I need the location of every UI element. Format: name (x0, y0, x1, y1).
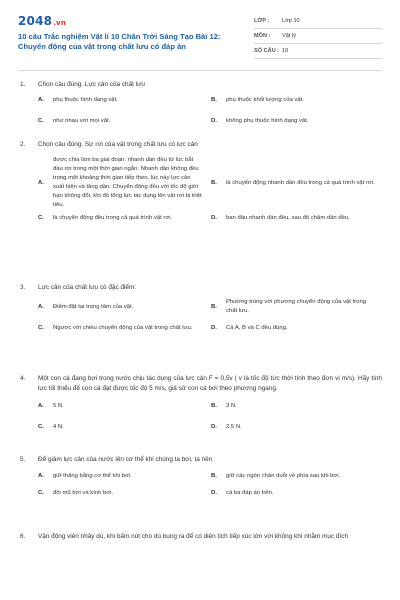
meta-value: Vật lý (282, 33, 296, 39)
question-number: 2. (20, 141, 26, 148)
option-letter: B. (211, 179, 217, 186)
option-text: được chia làm ba giai đoạn: nhanh dần đều từ lúc bắt đầu rơi trong một thời gian ngắn. Nhanh dần không đều trong một khoảng thời gian tiếp theo, lúc này lực cản xuất hiện và tăng dần. Chuyển động đều với tốc độ giới hạn không đổi, khi đó tổng lực tác dụng lên vật rơi bị triệt tiêu. (53, 157, 202, 208)
option-d[interactable] (211, 324, 382, 333)
question-stem (20, 455, 382, 465)
question-stem (20, 374, 382, 394)
option-letter: C. (38, 325, 44, 331)
question-2 (20, 140, 382, 283)
option-letter: B. (211, 473, 217, 479)
question-6 (20, 532, 382, 542)
header-divider (18, 70, 382, 71)
option-letter: A. (38, 403, 44, 409)
options (38, 298, 382, 333)
option-letter: C. (38, 424, 44, 430)
options (38, 402, 382, 432)
option-text: phụ thuộc hình dạng vật. (53, 97, 118, 103)
option-letter: C. (38, 118, 44, 124)
meta-value: Lớp 10 (282, 18, 300, 24)
question-stem (20, 283, 382, 293)
question-stem (20, 532, 382, 542)
option-text: 4 N. (53, 424, 64, 430)
page-title (18, 32, 233, 52)
meta-row-subject (254, 29, 382, 44)
option-text: không phụ thuộc hình dạng vật. (226, 118, 309, 124)
meta-row-count (254, 44, 382, 59)
option-c[interactable] (38, 423, 209, 432)
option-d[interactable] (211, 489, 382, 498)
option-text: 2,5 N. (226, 424, 242, 430)
option-a[interactable] (38, 156, 209, 210)
meta-row-class (254, 14, 382, 29)
option-text: ban đầu nhanh dần đều, sau đó chậm dần đều. (226, 215, 350, 221)
option-letter: A. (38, 473, 44, 479)
option-text: Ngược với chiều chuyển động của vật trong chất lưu. (53, 325, 193, 331)
option-d[interactable] (211, 214, 382, 223)
question-text: Một con cá đang bơi trong nước chịu tác dụng của lực cản F = 0,5v ( v là tốc độ tức thời tính theo đơn vị m/s). Hãy tính lực tối thiểu để con cá đạt được tốc độ 5 m/s, giả sử con cá bơi theo phương ngang. (38, 375, 382, 392)
option-a[interactable] (38, 472, 209, 481)
question-text: Để giảm lực cản của nước lên cơ thể khi chúng ta bơi, ta nên (38, 456, 213, 463)
question-list (20, 80, 382, 542)
meta-key: MÔN : (254, 33, 271, 39)
question-text: Lực cản của chất lưu có đặc điểm: (38, 284, 137, 291)
option-text: đội mũ bơi và kính bơi. (53, 490, 114, 496)
option-text: là chuyển động đều trong cả quá trình vật rơi. (53, 215, 173, 221)
option-c[interactable] (38, 117, 209, 126)
option-letter: D. (211, 325, 217, 331)
option-d[interactable] (211, 117, 382, 126)
option-b[interactable] (211, 402, 382, 411)
option-b[interactable] (211, 96, 382, 105)
meta-table (254, 14, 382, 59)
option-letter: A. (38, 97, 44, 103)
option-text: phụ thuộc khối lượng của vật. (226, 97, 304, 103)
option-letter: A. (38, 179, 44, 186)
question-number: 1. (20, 81, 26, 88)
logo-main: 2048 (18, 14, 53, 28)
site-logo[interactable] (18, 14, 66, 28)
option-c[interactable] (38, 324, 209, 333)
option-a[interactable] (38, 402, 209, 411)
options (38, 472, 382, 498)
options (38, 156, 382, 223)
option-a[interactable] (38, 96, 209, 105)
question-number: 5. (20, 456, 26, 463)
option-text: Cả A, B và C đều đúng. (226, 325, 288, 331)
question-5 (20, 455, 382, 532)
option-text: là chuyển động nhanh dần đều trong cả quá trình vật rơi. (226, 179, 375, 186)
option-c[interactable] (38, 214, 209, 223)
logo-suffix: .vn (53, 19, 67, 27)
header (18, 14, 382, 64)
option-letter: A. (38, 303, 44, 310)
option-a[interactable] (38, 298, 209, 316)
question-number: 3. (20, 284, 26, 291)
question-number: 6. (20, 533, 26, 540)
option-text: giữ các ngón chân duỗi về phía sau khi bơi. (226, 473, 341, 479)
question-1 (20, 80, 382, 140)
option-text: như nhau với mọi vật. (53, 118, 111, 124)
option-d[interactable] (211, 423, 382, 432)
option-letter: D. (211, 118, 217, 124)
option-letter: B. (211, 303, 217, 310)
question-stem (20, 80, 382, 90)
option-text: 5 N. (53, 403, 64, 409)
option-b[interactable] (211, 156, 382, 210)
option-b[interactable] (211, 472, 382, 481)
option-letter: D. (211, 490, 217, 496)
question-number: 4. (20, 375, 26, 382)
meta-key: LỚP : (254, 18, 270, 24)
option-text: Phương trùng với phương chuyển động của vật trong chất lưu. (226, 299, 366, 314)
question-stem (20, 140, 382, 150)
option-letter: D. (211, 215, 217, 221)
option-text: 3 N. (226, 403, 237, 409)
question-text: Vận động viên nhảy dù, khi bấm nút cho dù bung ra để có diện tích tiếp xúc lớn với không khí nhằm mục đích (38, 533, 348, 540)
question-3 (20, 283, 382, 374)
title-line-1: 10 câu Trắc nghiệm Vật lí 10 Chân Trời Sáng Tạo Bài 12: (18, 32, 221, 41)
option-letter: B. (211, 403, 217, 409)
option-c[interactable] (38, 489, 209, 498)
option-letter: D. (211, 424, 217, 430)
title-line-2: Chuyển động của vật trong chất lưu có đáp án (18, 42, 186, 51)
options (38, 96, 382, 126)
meta-key: SỐ CÂU : (254, 48, 280, 54)
option-letter: B. (211, 97, 217, 103)
option-text: giữ thăng bằng cơ thể khi bơi. (53, 473, 132, 479)
question-text: Chọn câu đúng. Lực cản của chất lưu (38, 81, 145, 88)
option-letter: C. (38, 215, 44, 221)
option-text: Điểm đặt tại trọng tâm của vật. (53, 303, 134, 310)
question-text: Chọn câu đúng. Sự rơi của vật trong chất lưu có lực cản (38, 141, 198, 148)
meta-value: 10 (282, 48, 289, 54)
question-4 (20, 374, 382, 455)
option-letter: C. (38, 490, 44, 496)
option-b[interactable] (211, 298, 382, 316)
option-text: cả ba đáp án trên. (226, 490, 274, 496)
